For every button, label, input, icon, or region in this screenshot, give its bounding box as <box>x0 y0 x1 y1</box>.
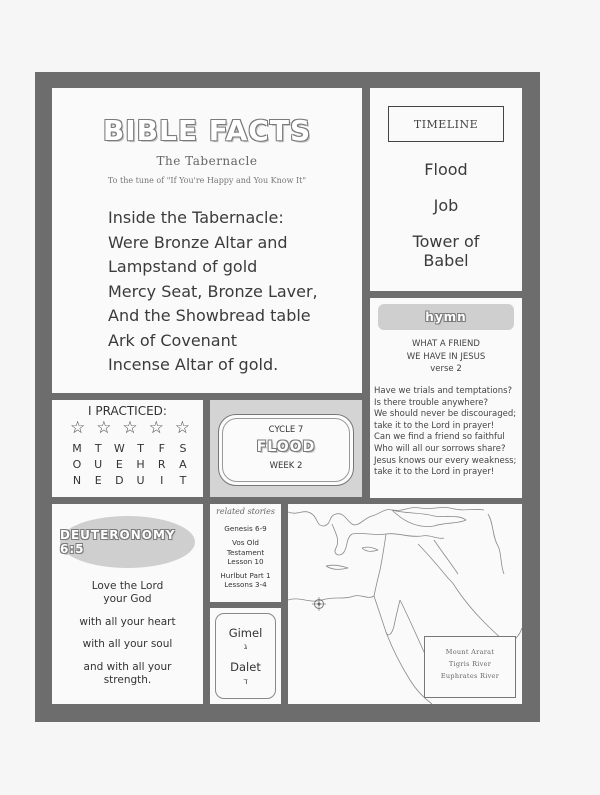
bible-facts-title: BIBLE FACTS <box>102 114 312 147</box>
day-letter: U <box>136 474 145 487</box>
bible-facts-panel <box>52 88 362 393</box>
hymn-panel <box>370 298 522 498</box>
black-sea <box>392 510 466 526</box>
north-africa-coast <box>288 596 374 602</box>
day-letter: D <box>115 474 124 487</box>
day-letter: W <box>113 442 125 455</box>
memory-verse-line: with all your soul <box>82 638 173 650</box>
hymn-title-line: WE HAVE IN JESUS <box>406 351 486 362</box>
hebrew-letter-glyph: ג <box>243 642 248 651</box>
cycle-number: CYCLE 7 <box>268 425 304 435</box>
hymn-lyrics <box>374 386 516 479</box>
bible-facts-subtitle: The Tabernacle <box>156 154 258 168</box>
hymn-line: Can we find a friend so faithful <box>374 432 505 443</box>
memory-verse-line: with all your heart <box>79 615 176 628</box>
hymn-line: Have we trials and temptations? <box>374 386 513 396</box>
timeline-list <box>370 160 522 287</box>
memory-verse-oval <box>60 516 195 568</box>
related-stories-list <box>210 524 281 595</box>
hebrew-letter-glyph: ד <box>243 677 248 686</box>
lyric-line: Mercy Seat, Bronze Laver, <box>108 281 318 301</box>
map-panel <box>288 504 522 704</box>
related-stories-panel <box>210 504 281 602</box>
greece-peninsula <box>332 524 352 555</box>
lyric-line: Were Bronze Altar and <box>108 232 288 252</box>
map-legend-item: Mount Ararat <box>445 648 495 656</box>
related-story: Genesis 6-9 <box>224 524 267 533</box>
lyric-line: Inside the Tabernacle: <box>108 208 284 227</box>
star-icon[interactable]: ☆ <box>96 418 112 438</box>
day-letters-row <box>70 442 190 455</box>
levant-coast <box>374 534 386 596</box>
timeline-item: Flood <box>424 160 468 179</box>
related-story: Hurlbut Part 1 Lessons 3-4 <box>220 571 271 590</box>
lyric-line: Ark of Covenant <box>108 330 238 350</box>
day-letter: H <box>136 458 145 471</box>
cycle-theme: FLOOD <box>256 439 316 455</box>
memory-verse-panel <box>52 504 203 704</box>
day-letter: F <box>158 442 165 455</box>
map-legend-item: Euphrates River <box>440 672 500 680</box>
hebrew-letter-name: Dalet <box>230 660 261 674</box>
day-letter: T <box>137 442 144 455</box>
day-letter: T <box>94 442 102 455</box>
day-letter: E <box>94 474 102 487</box>
sinai-peninsula <box>374 596 400 635</box>
mesopotamia-rivers <box>418 540 458 588</box>
hymn-line: Is there trouble anywhere? <box>374 397 488 408</box>
hymn-line: Who will all our sorrows share? <box>374 443 506 454</box>
cyprus-island <box>362 547 378 551</box>
day-letter: M <box>72 442 82 455</box>
memory-verse-text <box>52 580 203 696</box>
day-letter: N <box>72 474 82 487</box>
crete-island <box>326 565 348 569</box>
practice-tracker-panel <box>52 400 203 497</box>
map-legend <box>424 636 516 698</box>
hymn-banner <box>378 304 514 330</box>
day-letters-row <box>70 474 190 487</box>
day-letter: T <box>179 474 187 487</box>
timeline-panel <box>370 88 522 291</box>
timeline-item: Job <box>433 196 459 215</box>
day-letter: R <box>157 458 166 471</box>
hebrew-letter-name: Gimel <box>228 626 263 640</box>
song-lyrics <box>108 206 318 378</box>
star-icon[interactable]: ☆ <box>122 418 138 438</box>
day-letter: E <box>115 458 123 471</box>
star-icon[interactable]: ☆ <box>70 418 86 438</box>
day-letter: A <box>179 458 187 471</box>
day-letter: O <box>72 458 82 471</box>
related-story: Vos Old Testament Lesson 10 <box>226 538 265 566</box>
hymn-line: Jesus knows our every weakness; <box>374 455 517 466</box>
timeline-item: Tower of Babel <box>412 232 480 270</box>
cycle-week: WEEK 2 <box>269 461 303 471</box>
practice-title: I PRACTICED: <box>88 404 167 418</box>
hymn-label: hymn <box>425 310 467 324</box>
memory-verse-reference: DEUTERONOMY 6:5 <box>60 528 176 556</box>
practice-stars <box>70 418 190 438</box>
hebrew-letters-frame <box>215 613 276 699</box>
day-letter: U <box>94 458 103 471</box>
hymn-title <box>370 338 522 376</box>
hymn-line: We should never be discouraged; <box>374 409 517 420</box>
day-letter: I <box>160 474 164 487</box>
timeline-header: TIMELINE <box>388 106 504 142</box>
hymn-verse-label: verse 2 <box>430 364 462 374</box>
day-letters-row <box>70 458 190 471</box>
star-icon[interactable]: ☆ <box>148 418 164 438</box>
related-stories-title: related stories <box>216 507 275 516</box>
anatolia-coast <box>352 533 444 538</box>
cycle-panel <box>210 400 362 497</box>
memory-verse-line: and with all your strength. <box>83 660 172 686</box>
cycle-plaque <box>218 414 354 486</box>
lyric-line: Incense Altar of gold. <box>108 355 279 374</box>
hymn-title-line: WHAT A FRIEND <box>412 339 480 349</box>
hebrew-letters-panel <box>210 608 281 704</box>
hymn-line: take it to the Lord in prayer! <box>374 420 495 431</box>
hymn-line: take it to the Lord in prayer! <box>374 467 495 478</box>
caspian-coast <box>488 514 504 574</box>
lyric-line: And the Showbread table <box>108 306 311 325</box>
song-tune-note: To the tune of "If You're Happy and You Know It" <box>107 176 307 185</box>
lyric-line: Lampstand of gold <box>108 257 258 276</box>
map-legend-item: Tigris River <box>448 660 492 668</box>
memory-verse-line: Love the Lord your God <box>91 580 164 605</box>
day-letter: S <box>179 442 187 455</box>
star-icon[interactable]: ☆ <box>174 418 190 438</box>
